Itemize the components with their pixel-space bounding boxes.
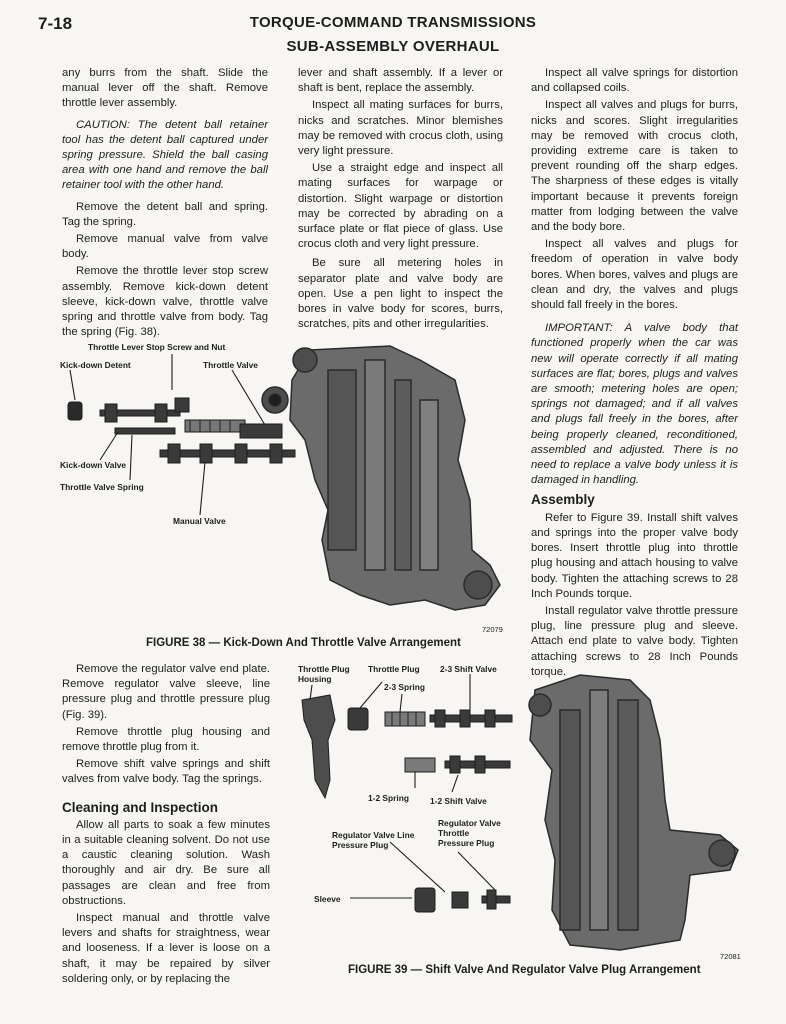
paragraph: Remove manual valve from valve body. — [62, 233, 268, 261]
label-2-3-shift-valve: 2-3 Shift Valve — [440, 664, 497, 674]
paragraph: Remove the throttle lever stop screw assembly. Remove kick-down detent sleeve, kick-down valve, throttle valve spring and throttle valve from body. Tag the spring (Fig. 38). — [62, 265, 268, 339]
label-reg-throttle-3: Pressure Plug — [438, 838, 495, 848]
figure-39-illustration — [290, 660, 750, 960]
valve-body-casting — [262, 346, 500, 610]
label-throttle-plug-housing-2: Housing — [298, 674, 332, 684]
label-reg-throttle-2: Throttle — [438, 828, 470, 838]
paragraph: Remove the detent ball and spring. Tag the spring. — [62, 200, 268, 228]
paragraph: Inspect manual and throttle valve levers and shafts for straightness, wear and looseness. If a lever is loose on a shaft, it may be repaired by silver soldering only, or by replacing the — [62, 912, 270, 985]
label-kickdown-detent: Kick-down Detent — [60, 360, 131, 370]
paragraph: lever and shaft assembly. If a lever or shaft is bent, replace the assembly. — [298, 67, 503, 95]
label-throttle-valve: Throttle Valve — [203, 360, 258, 370]
throttle-plug-housing-part — [302, 695, 335, 798]
paragraph: Remove the regulator valve end plate. Remove regulator valve sleeve, line pressure plug and throttle pressure plug (Fig. 39). — [62, 663, 270, 721]
figure-39-caption: FIGURE 39 — Shift Valve And Regulator Valve Plug Arrangement — [348, 964, 701, 976]
label-throttle-plug-housing-1: Throttle Plug — [298, 664, 350, 674]
paragraph: Inspect all valves and plugs for freedom of operation in valve body bores. When bores, valves and plugs are clean and dry, the valves and plugs should fall freely in the bores. — [531, 238, 738, 312]
page-number: 7-18 — [38, 14, 73, 33]
label-throttle-plug: Throttle Plug — [368, 664, 420, 674]
figure-38-number: 72079 — [482, 625, 503, 634]
label-manual-valve: Manual Valve — [173, 516, 226, 526]
paragraph: Inspect all valve springs for distortion and collapsed coils. — [531, 67, 738, 95]
label-1-2-shift-valve: 1-2 Shift Valve — [430, 796, 487, 806]
paragraph: Install regulator valve throttle pressure plug, line pressure plug and sleeve. Attach end plate to valve body. Tighten attaching screws to 28 Inch Pounds torque. — [531, 604, 738, 678]
leader-lines — [310, 674, 495, 898]
label-stop-screw: Throttle Lever Stop Screw and Nut — [88, 342, 226, 352]
label-reg-throttle-1: Regulator Valve — [438, 818, 501, 828]
column-2-top — [298, 66, 503, 334]
paragraph: Remove throttle plug housing and remove throttle plug from it. — [62, 725, 270, 754]
section-heading-cleaning: Cleaning and Inspection — [62, 799, 219, 815]
caution-note: CAUTION: The detent ball retainer tool has the detent ball captured under spring pressure. Shield the ball casing area with one hand and remove the ball retainer tool with the other hand. — [62, 118, 268, 192]
column-1-top — [62, 66, 268, 342]
paragraph: Use a straight edge and inspect all mating surfaces for warpage or distortion. Slight warpage or distortion may be corrected by abrading on a surface plate or flat piece of glass. Use crocus cloth and very light pressure. — [298, 162, 503, 251]
paragraph: Inspect all mating surfaces for burrs, nicks and scratches. Minor blemishes may be removed with crocus cloth, using very light pressure. — [298, 99, 503, 158]
valve-body-casting — [529, 675, 738, 950]
label-kickdown-valve: Kick-down Valve — [60, 460, 127, 470]
paragraph: any burrs from the shaft. Slide the manual lever off the shaft. Remove throttle lever assembly. — [62, 67, 268, 110]
column-1-bottom — [62, 662, 270, 989]
page-title: TORQUE-COMMAND TRANSMISSIONS — [249, 14, 537, 31]
paragraph: Allow all parts to soak a few minutes in a suitable cleaning solvent. Do not use a caustic cleaning solution. Wash thoroughly and air dry. Be sure all passages are clean and free from obstructions. — [62, 818, 270, 907]
label-reg-line-2: Pressure Plug — [332, 840, 389, 850]
paragraph: Be sure all metering holes in separator plate and valve body are open. Use a pen light to inspect the bores in valve body for scores, burrs, scratches, pits and other irregularities. — [298, 257, 503, 331]
important-note: IMPORTANT: A valve body that functioned properly when the car was new will operate correctly if all mating surfaces are flat; bores, plugs and valves are smooth; metering holes are open; springs not damaged; and if all valves and plugs fall freely in the bores, after being properly cleaned, reconditioned, assembled and adjusted. There is no need to replace a valve body unless it is damaged in handling. — [531, 322, 738, 487]
label-2-3-spring: 2-3 Spring — [384, 682, 425, 692]
valve-parts — [68, 398, 295, 463]
label-sleeve: Sleeve — [314, 894, 341, 904]
figure-38 — [60, 340, 510, 650]
label-1-2-spring: 1-2 Spring — [368, 793, 409, 803]
paragraph: Inspect all valves and plugs for burrs, nicks and scores. Slight irregularities may be removed with crocus cloth, providing extreme care is taken to prevent rounding off the sharp edges. The sharpness of these edges is vitally important because it prevents foreign matter from lodging between the valve and the body bore. — [531, 99, 738, 234]
figure-38-caption: FIGURE 38 — Kick-Down And Throttle Valve Arrangement — [146, 637, 461, 649]
valve-parts — [348, 708, 512, 912]
paragraph: Remove shift valve springs and shift valves from valve body. Tag the springs. — [62, 758, 270, 786]
section-heading-assembly: Assembly — [531, 492, 595, 508]
figure-39 — [290, 660, 750, 980]
paragraph: Refer to Figure 39. Install shift valves and springs into the proper valve body bores. Insert throttle plug into throttle plug housing and attach housing to valve body. Tighten the attaching screws to 28 Inch Pounds torque. — [531, 511, 738, 600]
label-throttle-valve-spring: Throttle Valve Spring — [60, 482, 144, 492]
page-subtitle: SUB-ASSEMBLY OVERHAUL — [286, 38, 500, 55]
column-3 — [531, 66, 738, 682]
figure-39-number: 72081 — [720, 952, 741, 961]
label-reg-line-1: Regulator Valve Line — [332, 830, 415, 840]
